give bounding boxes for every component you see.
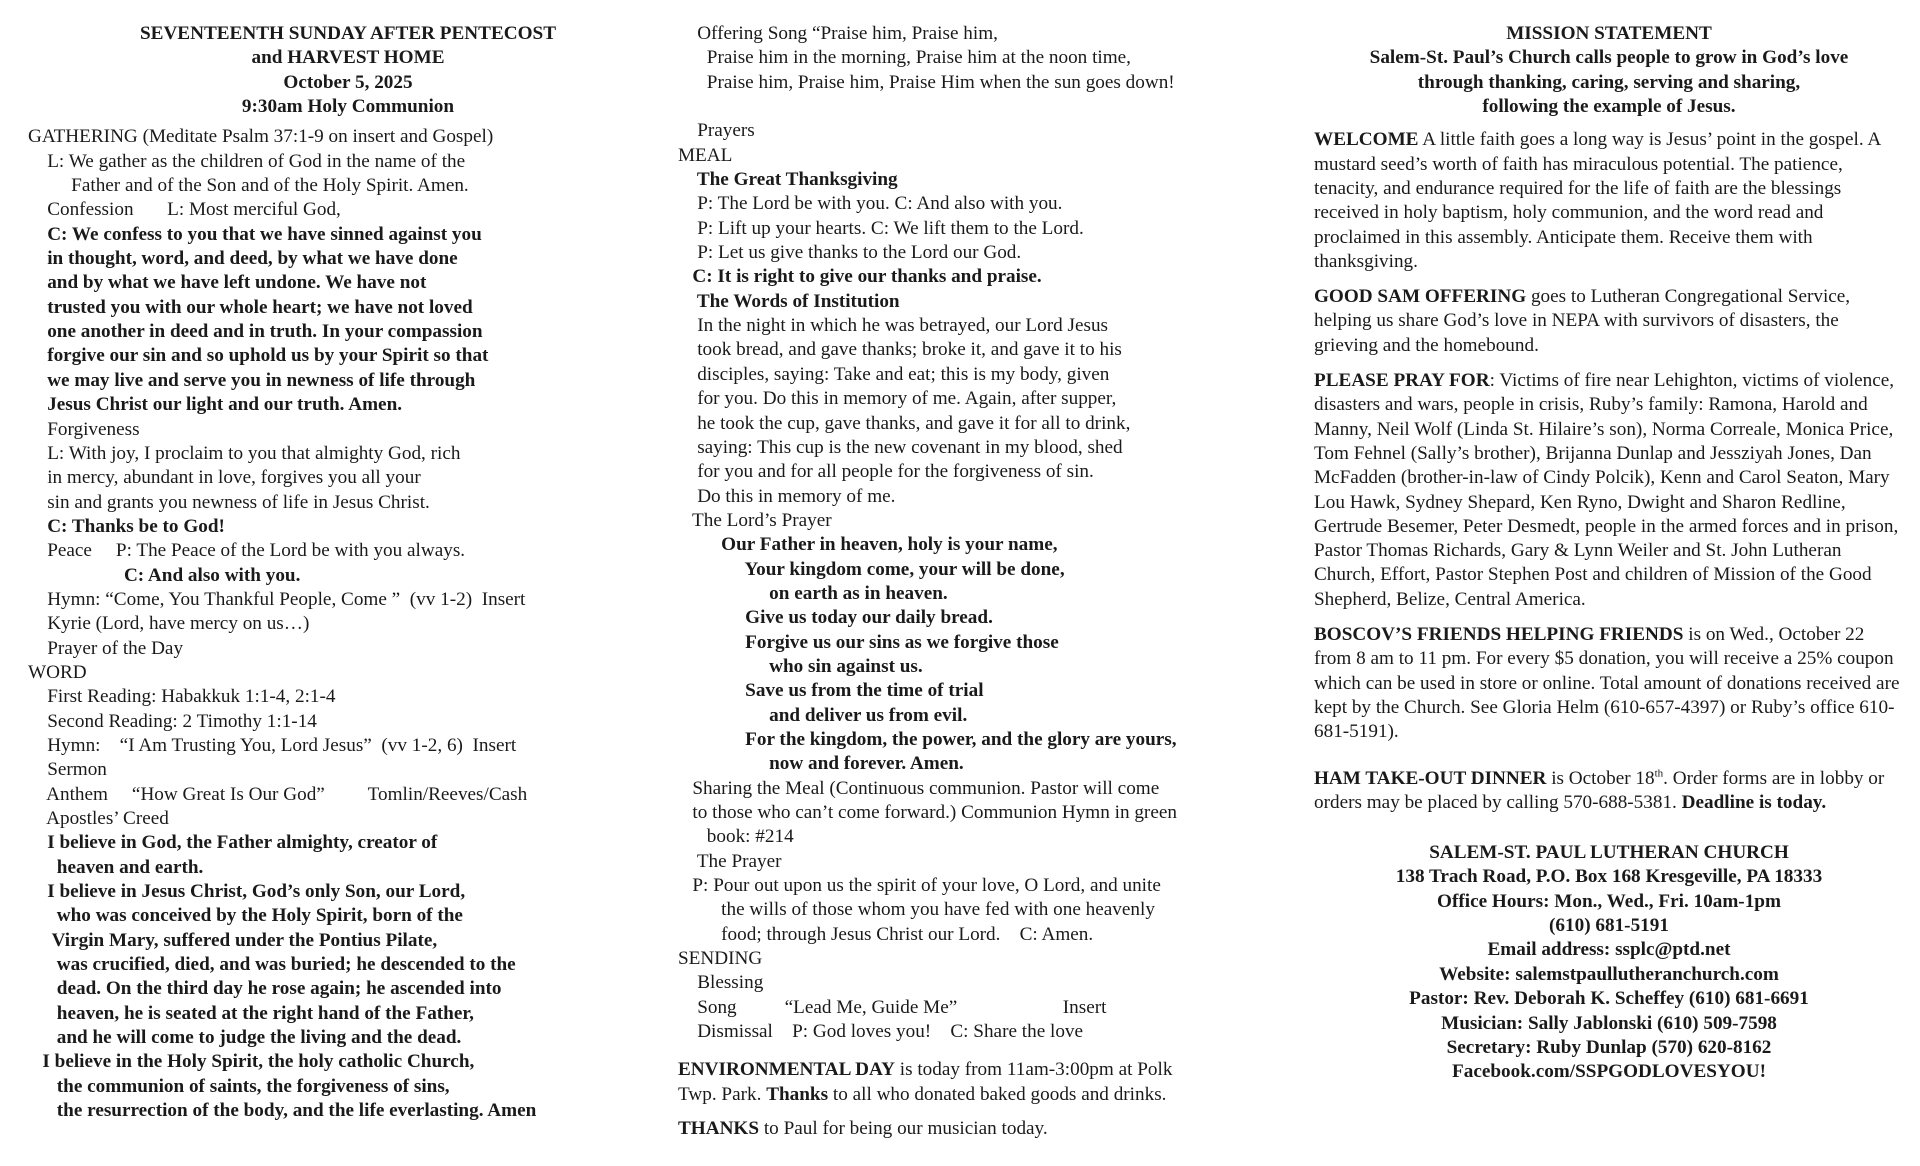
- boscov-lead: BOSCOV’S FRIENDS HELPING FRIENDS: [1314, 624, 1684, 646]
- liturgy-line: book: #214: [678, 826, 794, 848]
- liturgy-line: in mercy, abundant in love, forgives you all your: [28, 467, 421, 489]
- liturgy-line: and by what we have left undone. We have not: [28, 272, 427, 294]
- liturgy-line: who sin against us.: [678, 655, 923, 677]
- liturgy-line: P: Let us give thanks to the Lord our God.: [678, 242, 1022, 264]
- liturgy-line: for you and for all people for the forgiveness of sin.: [678, 461, 1094, 483]
- liturgy-line: For the kingdom, the power, and the glory are yours,: [678, 728, 1177, 750]
- liturgy-line: C: It is right to give our thanks and praise.: [678, 266, 1042, 288]
- thanks-text: to Paul for being our musician today.: [759, 1118, 1048, 1140]
- liturgy-line: the communion of saints, the forgiveness of sins,: [28, 1075, 450, 1097]
- ham-dinner-deadline: Deadline is today.: [1681, 791, 1827, 813]
- liturgy-line: The Words of Institution: [678, 290, 900, 312]
- liturgy-line: Prayer of the Day: [28, 637, 184, 659]
- liturgy-line: and he will come to judge the living and the dead.: [28, 1027, 462, 1049]
- header-subtitle: and HARVEST HOME: [251, 47, 445, 69]
- liturgy-line: P: Pour out upon us the spirit of your love, O Lord, and unite: [678, 875, 1161, 897]
- liturgy-line: Virgin Mary, suffered under the Pontius Pilate,: [28, 929, 438, 951]
- liturgy-line: C: We confess to you that we have sinned against you: [28, 223, 482, 245]
- liturgy-line: [678, 95, 1288, 119]
- liturgy-line: The Lord’s Prayer: [678, 509, 832, 531]
- liturgy-line: L: We gather as the children of God in the name of the: [28, 150, 466, 172]
- office-hours: Office Hours: Mon., Wed., Fri. 10am-1pm: [1437, 890, 1781, 912]
- liturgy-line: now and forever. Amen.: [678, 753, 964, 775]
- liturgy-line: Praise him, Praise him, Praise Him when the sun goes down!: [678, 71, 1175, 93]
- liturgy-line: trusted you with our whole heart; we have not loved: [28, 296, 473, 318]
- liturgy-line: the wills of those whom you have fed with one heavenly: [678, 899, 1155, 921]
- liturgy-line: Offering Song “Praise him, Praise him,: [678, 23, 998, 44]
- liturgy-line: on earth as in heaven.: [678, 582, 948, 604]
- church-phone: (610) 681-5191: [1549, 915, 1669, 937]
- liturgy-line: Second Reading: 2 Timothy 1:1-14: [28, 710, 317, 732]
- liturgy-line: I believe in God, the Father almighty, creator of: [28, 832, 438, 854]
- liturgy-line: and deliver us from evil.: [678, 704, 968, 726]
- liturgy-line: we may live and serve you in newness of life through: [28, 369, 476, 391]
- liturgy-line: WORD: [28, 661, 87, 683]
- liturgy-line: Give us today our daily bread.: [678, 607, 993, 629]
- pastor-contact: Pastor: Rev. Deborah K. Scheffey (610) 681-6691: [1409, 988, 1809, 1010]
- liturgy-line: Hymn: “I Am Trusting You, Lord Jesus” (vv 1-2, 6) Insert: [28, 734, 517, 756]
- liturgy-line: Forgiveness: [28, 418, 140, 440]
- mission-line-3: following the example of Jesus.: [1482, 96, 1736, 118]
- liturgy-line: MEAL: [678, 144, 733, 166]
- environmental-day-notice-line-1: [678, 1058, 1288, 1082]
- column-2-liturgy: [678, 22, 1288, 1044]
- liturgy-line: Sermon: [28, 759, 107, 781]
- facebook-page: Facebook.com/SSPGODLOVESYOU!: [1452, 1061, 1766, 1083]
- good-sam-notice: [1314, 285, 1904, 358]
- order-of-service-column-2: [678, 22, 1288, 1141]
- environmental-day-text-2b: to all who donated baked goods and drinks.: [828, 1083, 1167, 1105]
- liturgy-line: Our Father in heaven, holy is your name,: [678, 534, 1058, 556]
- liturgy-line: who was conceived by the Holy Spirit, born of the: [28, 905, 463, 927]
- liturgy-line: Do this in memory of me.: [678, 485, 896, 507]
- environmental-day-notice-line-2: [678, 1083, 1288, 1107]
- liturgy-line: for you. Do this in memory of me. Again, after supper,: [678, 388, 1117, 410]
- mission-statement: [1314, 22, 1904, 119]
- liturgy-line: The Prayer: [678, 850, 782, 872]
- liturgy-line: C: And also with you.: [28, 564, 301, 586]
- environmental-day-text-2a: Twp. Park.: [678, 1083, 767, 1105]
- thanks-lead: THANKS: [678, 1118, 760, 1140]
- liturgy-line: took bread, and gave thanks; broke it, and gave it to his: [678, 339, 1122, 361]
- mission-line-2: through thanking, caring, serving and sharing,: [1417, 71, 1801, 93]
- environmental-day-thanks: Thanks: [766, 1083, 829, 1105]
- liturgy-line: Forgive us our sins as we forgive those: [678, 631, 1059, 653]
- church-contact-block: [1314, 841, 1904, 1084]
- mission-line-1: Salem-St. Paul’s Church calls people to grow in God’s love: [1369, 47, 1849, 69]
- liturgy-line: Song “Lead Me, Guide Me” Insert: [678, 996, 1107, 1018]
- liturgy-line: Anthem “How Great Is Our God” Tomlin/Reeves/Cash: [28, 783, 528, 805]
- liturgy-line: sin and grants you newness of life in Jesus Christ.: [28, 491, 430, 513]
- environmental-day-lead: ENVIRONMENTAL DAY: [678, 1059, 895, 1081]
- liturgy-line: I believe in the Holy Spirit, the holy catholic Church,: [28, 1051, 475, 1073]
- liturgy-line: one another in deed and in truth. In your compassion: [28, 321, 483, 343]
- liturgy-line: Blessing: [678, 972, 764, 994]
- liturgy-line: Kyrie (Lord, have mercy on us…): [28, 613, 310, 635]
- header-title: SEVENTEENTH SUNDAY AFTER PENTECOST: [139, 23, 556, 44]
- boscov-notice: [1314, 623, 1904, 744]
- liturgy-line: Father and of the Son and of the Holy Spirit. Amen.: [28, 175, 469, 197]
- liturgy-line: to those who can’t come forward.) Communion Hymn in green: [678, 802, 1177, 823]
- liturgy-line: Peace P: The Peace of the Lord be with you always.: [28, 540, 466, 562]
- ham-dinner-lead: HAM TAKE-OUT DINNER: [1314, 767, 1547, 789]
- liturgy-line: Your kingdom come, your will be done,: [678, 558, 1065, 580]
- liturgy-line: heaven and earth.: [28, 856, 204, 878]
- liturgy-line: disciples, saying: Take and eat; this is my body, given: [678, 363, 1110, 385]
- musician-contact: Musician: Sally Jablonski (610) 509-7598: [1441, 1012, 1777, 1034]
- ham-dinner-text-2: . Order forms are in lobby or orders may be placed by calling 570-688-5381.: [1314, 767, 1885, 813]
- liturgy-line: he took the cup, gave thanks, and gave it for all to drink,: [678, 412, 1131, 434]
- liturgy-line: saying: This cup is the new covenant in my blood, shed: [678, 436, 1123, 458]
- liturgy-line: dead. On the third day he rose again; he ascended into: [28, 978, 502, 1000]
- liturgy-line: forgive our sin and so uphold us by your Spirit so that: [28, 345, 489, 367]
- liturgy-line: Sharing the Meal (Continuous communion. Pastor will come: [678, 777, 1160, 799]
- liturgy-line: Apostles’ Creed: [28, 808, 169, 829]
- church-website: Website: salemstpaullutheranchurch.com: [1439, 963, 1779, 985]
- liturgy-line: SENDING: [678, 948, 763, 970]
- ham-dinner-text-1: is October 18: [1546, 767, 1655, 789]
- liturgy-line: In the night in which he was betrayed, our Lord Jesus: [678, 315, 1109, 337]
- column-1-liturgy: [28, 125, 668, 1123]
- liturgy-line: Praise him in the morning, Praise him at the noon time,: [678, 47, 1131, 69]
- liturgy-line: P: The Lord be with you. C: And also with you.: [678, 193, 1063, 215]
- liturgy-line: food; through Jesus Christ our Lord. C: Amen.: [678, 923, 1094, 945]
- liturgy-line: First Reading: Habakkuk 1:1-4, 2:1-4: [28, 686, 336, 708]
- ham-dinner-date-suffix: th: [1654, 767, 1664, 780]
- liturgy-line: Save us from the time of trial: [678, 680, 984, 702]
- church-name: SALEM-ST. PAUL LUTHERAN CHURCH: [1429, 842, 1789, 864]
- environmental-day-text-1: is today from 11am-3:00pm at Polk: [894, 1059, 1173, 1081]
- liturgy-line: The Great Thanksgiving: [678, 169, 898, 191]
- ham-dinner-notice: [1314, 767, 1904, 816]
- secretary-contact: Secretary: Ruby Dunlap (570) 620-8162: [1446, 1036, 1772, 1058]
- prayer-list-notice: [1314, 369, 1904, 612]
- liturgy-line: P: Lift up your hearts. C: We lift them to the Lord.: [678, 217, 1084, 239]
- boscov-text: is on Wed., October 22 from 8 am to 11 pm. For every $5 donation, you will receive a 25% coupon which can be used in store or online. Total amount of donations received are kept by the Church. See Gloria Helm (610-657-4397) or Ruby’s office 610-681-5191).: [1314, 624, 1900, 743]
- thanks-notice: [678, 1117, 1288, 1141]
- liturgy-line: C: Thanks be to God!: [28, 515, 225, 537]
- church-email: Email address: ssplc@ptd.net: [1487, 939, 1731, 961]
- announcements-column: [1314, 22, 1904, 1085]
- header-service: 9:30am Holy Communion: [241, 96, 455, 118]
- liturgy-line: Confession L: Most merciful God,: [28, 199, 341, 221]
- mission-heading: MISSION STATEMENT: [1506, 23, 1712, 44]
- prayer-list-lead: PLEASE PRAY FOR: [1314, 370, 1490, 392]
- liturgy-line: L: With joy, I proclaim to you that almighty God, rich: [28, 442, 461, 464]
- good-sam-lead: GOOD SAM OFFERING: [1314, 286, 1527, 308]
- liturgy-line: Hymn: “Come, You Thankful People, Come ” (vv 1-2) Insert: [28, 588, 526, 610]
- liturgy-line: Dismissal P: God loves you! C: Share the love: [678, 1021, 1084, 1043]
- header-date: October 5, 2025: [283, 71, 413, 93]
- prayer-list-text: : Victims of fire near Lehighton, victims of violence, disasters and wars, people in crisis, Ruby’s family: Ramona, Harold and Manny, Neil Wolf (Linda St. Hilaire’s son), Norma Correale, Monica Price, Tom Fehnel (Sally’s brother), Brijanna Dunlap and Jessziyah Jones, Dan McFadden (brother-in-law of Cindy Polcik), Kenn and Carol Seaton, Mary Lou Hawk, Sydney Shepard, Ken Ryno, Dwight and Sharon Redline, Gertrude Besemer, Peter Desmedt, people in the armed forces and in prison, Pastor Thomas Richards, Gary & Lynn Weiler and St. John Lutheran Church, Effort, Pastor Stephen Post and children of Mission of the Good Shepherd, Belize, Central America.: [1314, 370, 1899, 610]
- liturgy-line: Prayers: [678, 120, 755, 142]
- liturgy-line: was crucified, died, and was buried; he descended to the: [28, 954, 516, 976]
- liturgy-line: I believe in Jesus Christ, God’s only Son, our Lord,: [28, 881, 466, 903]
- welcome-text: A little faith goes a long way is Jesus’ point in the gospel. A mustard seed’s worth of faith has miraculous potential. The patience, tenacity, and endurance required for the life of faith are the blessings received in holy baptism, holy communion, and the word read and proclaimed in this assembly. Anticipate them. Receive them with thanksgiving.: [1314, 129, 1881, 272]
- liturgy-line: Jesus Christ our light and our truth. Amen.: [28, 394, 403, 416]
- welcome-lead: WELCOME: [1314, 129, 1419, 151]
- bulletin-header: [28, 22, 668, 119]
- liturgy-line: heaven, he is seated at the right hand of the Father,: [28, 1002, 474, 1024]
- liturgy-line: GATHERING (Meditate Psalm 37:1-9 on insert and Gospel): [28, 126, 494, 148]
- welcome-notice: [1314, 128, 1904, 274]
- church-address: 138 Trach Road, P.O. Box 168 Kresgeville, PA 18333: [1395, 866, 1823, 888]
- liturgy-line: in thought, word, and deed, by what we have done: [28, 248, 458, 270]
- good-sam-text: goes to Lutheran Congregational Service, helping us share God’s love in NEPA with survivors of disasters, the grieving and the homebound.: [1314, 286, 1851, 356]
- liturgy-line: the resurrection of the body, and the life everlasting. Amen: [28, 1100, 537, 1122]
- order-of-service-column-1: [28, 22, 668, 1123]
